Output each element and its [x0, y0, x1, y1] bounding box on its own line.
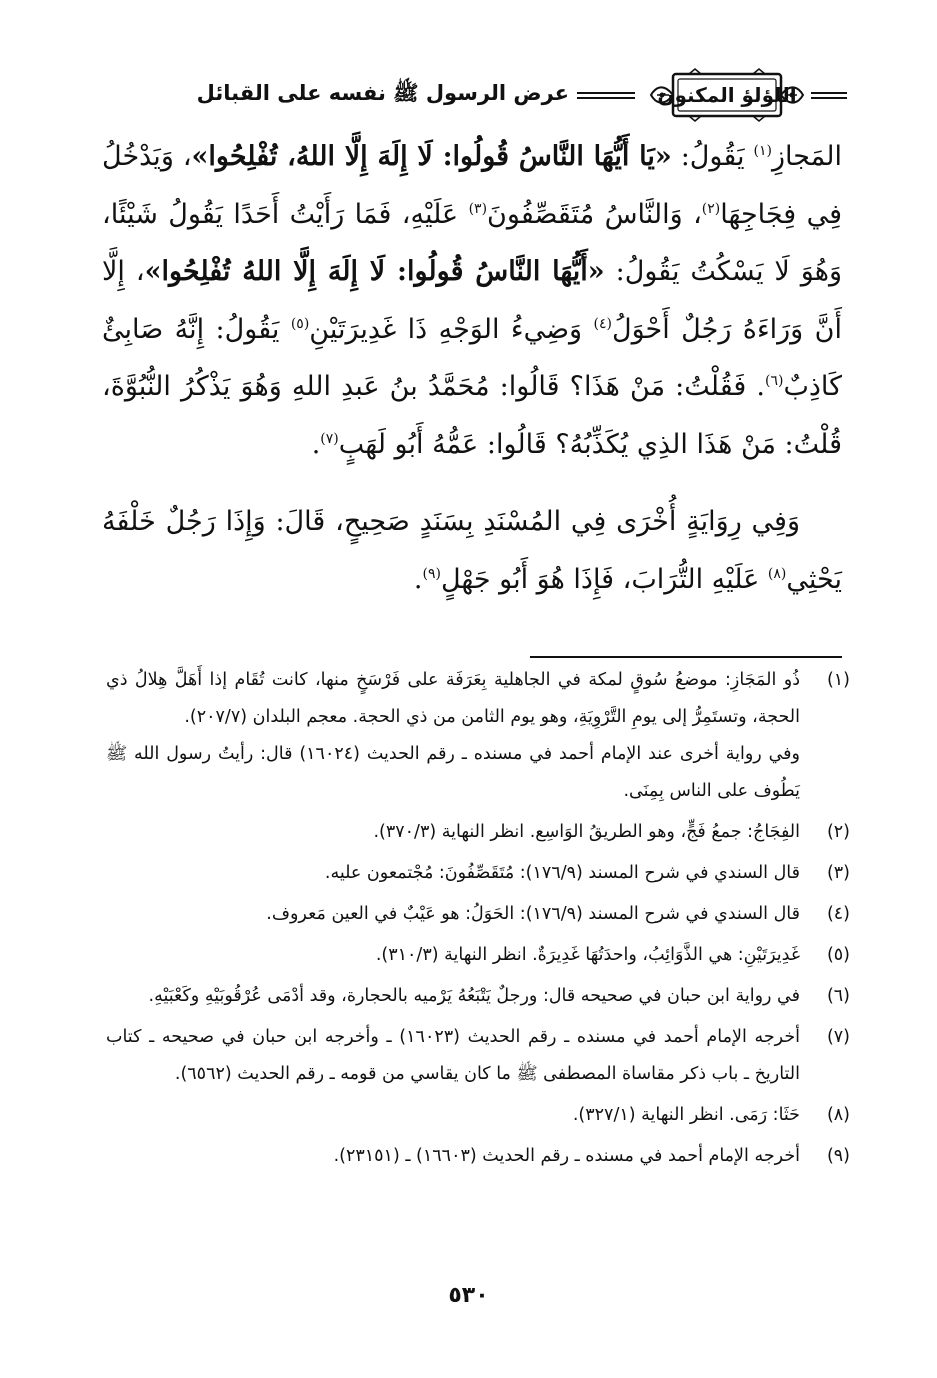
- main-text: [102, 128, 842, 608]
- text-run: يَقُولُ: إِنَّهُ صَابِئٌ كَاذِبٌ: [102, 313, 842, 402]
- text-run: . فَقُلْتُ: مَنْ هَذَا؟ قَالُوا: مُحَمَّدُ بنُ عَبدِ اللهِ وَهُوَ يَذْكُرُ النُّبُوَّةَ، قُلْتُ: مَنْ هَذَا الذِي يُكَذِّبُهُ؟ قَالُوا: عَمُّهُ أَبُو لَهَبٍ: [102, 371, 842, 460]
- footnote: [106, 855, 850, 892]
- footnote-text: وفي رواية أخرى عند الإمام أحمد في مسنده ـ رقم الحديث (١٦٠٢٤) قال: رأيتُ رسول الله ﷺ يَطُوف على الناس بِمِنَى.: [106, 744, 800, 801]
- footnote: [106, 1019, 850, 1093]
- footnote: [106, 1097, 850, 1134]
- book-title-cartouche: [649, 68, 805, 122]
- text-run: .: [311, 428, 321, 460]
- footnote-marker: (١): [753, 143, 772, 159]
- footnote-number: (٨): [826, 1105, 850, 1125]
- text-run: ، إِلَّا أَنَّ وَرَاءَهُ رَجُلٌ أَحْوَلُ: [102, 256, 842, 345]
- book-title: اللؤلؤ المكنون: [657, 83, 797, 107]
- footnotes: [106, 662, 850, 1175]
- chapter-title: عرض الرسول ﷺ نفسه على القبائل: [196, 80, 569, 105]
- footnote-marker: (٧): [320, 430, 339, 447]
- footnote-number: (٥): [826, 945, 850, 965]
- text-run: .: [413, 563, 423, 595]
- header-rule-right: [811, 92, 847, 99]
- footnote-text: أخرجه الإمام أحمد في مسنده ـ رقم الحديث (١٦٦٠٣) ـ (٢٣١٥١).: [333, 1146, 800, 1166]
- footnote: [106, 814, 850, 851]
- main-paragraph-1: [102, 128, 842, 473]
- footnote-number: (٦): [826, 986, 850, 1006]
- footnote-number: (٩): [826, 1146, 850, 1166]
- text-run: يَقُولُ:: [671, 141, 754, 172]
- footnote-number: (٧): [826, 1027, 850, 1047]
- footnote-marker: (٨): [767, 565, 787, 582]
- text-run: وَفِي رِوَايَةٍ أُخْرَى فِي المُسْنَدِ بِسَنَدٍ صَحِيحٍ، قَالَ: وَإِذَا رَجُلٌ خَلْفَهُ يَحْثِي: [102, 506, 842, 595]
- page-number: ٥٣٠: [448, 1283, 489, 1308]
- footnote-text: قال السندي في شرح المسند (١٧٦/٩): الحَوَلُ: هو عَيْبٌ في العين مَعروف.: [266, 904, 800, 924]
- text-run: عَلَيْهِ التُّرَابَ، فَإِذَا هُوَ أَبُو جَهْلٍ: [440, 563, 768, 595]
- text-run: عَلَيْهِ، فَمَا رَأَيْتُ أَحَدًا يَقُولُ شَيْئًا، وَهُوَ لَا يَسْكُتُ يَقُولُ:: [102, 198, 842, 287]
- quoted-phrase: «أَيُّهَا النَّاسُ قُولُوا: لَا إِلَهَ إِلَّا اللهُ تُفْلِحُوا»: [144, 256, 605, 287]
- footnote-marker: (٣): [468, 200, 488, 217]
- footnote-marker: (٤): [593, 315, 612, 332]
- page-header: [95, 62, 847, 128]
- footnote-text: ذُو المَجَازِ: موضعُ سُوقٍ لمكة في الجاهلية بِعَرَفَة على فَرْسَخٍ منها، كانت تُقَام إذا أَهَلَّ هِلالُ ذي الحجة، وتستَمِرُّ إلى يومِ التَّرْوِيَةِ، وهو يوم الثامن من ذي الحجة. معجم البلدان (٢٠٧/٧).: [106, 670, 800, 727]
- footnote-text: غَدِيرَتَيْنِ: هي الذَّوَائِبُ، واحدَتُهَا غَدِيرَةٌ. انظر النهاية (٣١٠/٣).: [375, 945, 800, 965]
- footnote: [106, 736, 850, 810]
- header-rule-middle: [577, 92, 635, 99]
- footnote: [106, 896, 850, 933]
- footnote-text: قال السندي في شرح المسند (١٧٦/٩): مُتَقَصِّفُونَ: مُجْتمعون عليه.: [324, 863, 800, 883]
- main-paragraph-2: [102, 493, 842, 608]
- text-run: المَجازِ: [771, 141, 842, 172]
- footnote-number: (٤): [826, 904, 850, 924]
- quoted-phrase: «يَا أَيُّهَا النَّاسُ قُولُوا: لَا إِلَهَ إِلَّا اللهُ، تُفْلِحُوا»: [191, 141, 672, 172]
- footnote-marker: (٦): [765, 373, 784, 389]
- text-run: ، وَيَدْخُلُ فِي فِجَاجِهَا: [102, 141, 843, 230]
- footnote-text: حَثَا: رَمَى. انظر النهاية (٣٢٧/١).: [572, 1105, 800, 1125]
- footnote-marker: (٥): [290, 315, 310, 332]
- footnote-text: أخرجه الإمام أحمد في مسنده ـ رقم الحديث (١٦٠٢٣) ـ وأخرجه ابن حبان في صحيحه ـ كتاب التاريخ ـ باب ذكر مقاساة المصطفى ﷺ ما كان يقاسي من قومه ـ رقم الحديث (٦٥٦٢).: [106, 1027, 800, 1084]
- footnote-marker: (٩): [422, 565, 441, 582]
- footnote: [106, 1138, 850, 1175]
- footnote-number: (٣): [826, 863, 850, 883]
- text-run: ، وَالنَّاسُ مُتَقَصِّفُونَ: [487, 198, 702, 230]
- footnote: [106, 978, 850, 1015]
- footnote-separator: [530, 656, 842, 658]
- footnote: [106, 662, 850, 736]
- footnote-number: (١): [826, 670, 850, 690]
- footnote-number: (٢): [826, 822, 850, 842]
- footnote: [106, 937, 850, 974]
- footnote-text: في رواية ابن حبان في صحيحه قال: ورجلٌ يَتْبَعُهُ يَرْميه بالحجارة، وقد أدْمَى عُرْقُوبَيْهِ وكَعْبَيْهِ.: [148, 986, 800, 1006]
- footnote-marker: (٢): [701, 200, 721, 217]
- footnote-text: الفِجَاجُ: جمعُ فَجٍّ، وهو الطريقُ الوَاسِع. انظر النهاية (٣٧٠/٣).: [373, 822, 800, 842]
- text-run: وَضِيءُ الوَجْهِ ذَا غَدِيرَتَيْنِ: [309, 313, 594, 345]
